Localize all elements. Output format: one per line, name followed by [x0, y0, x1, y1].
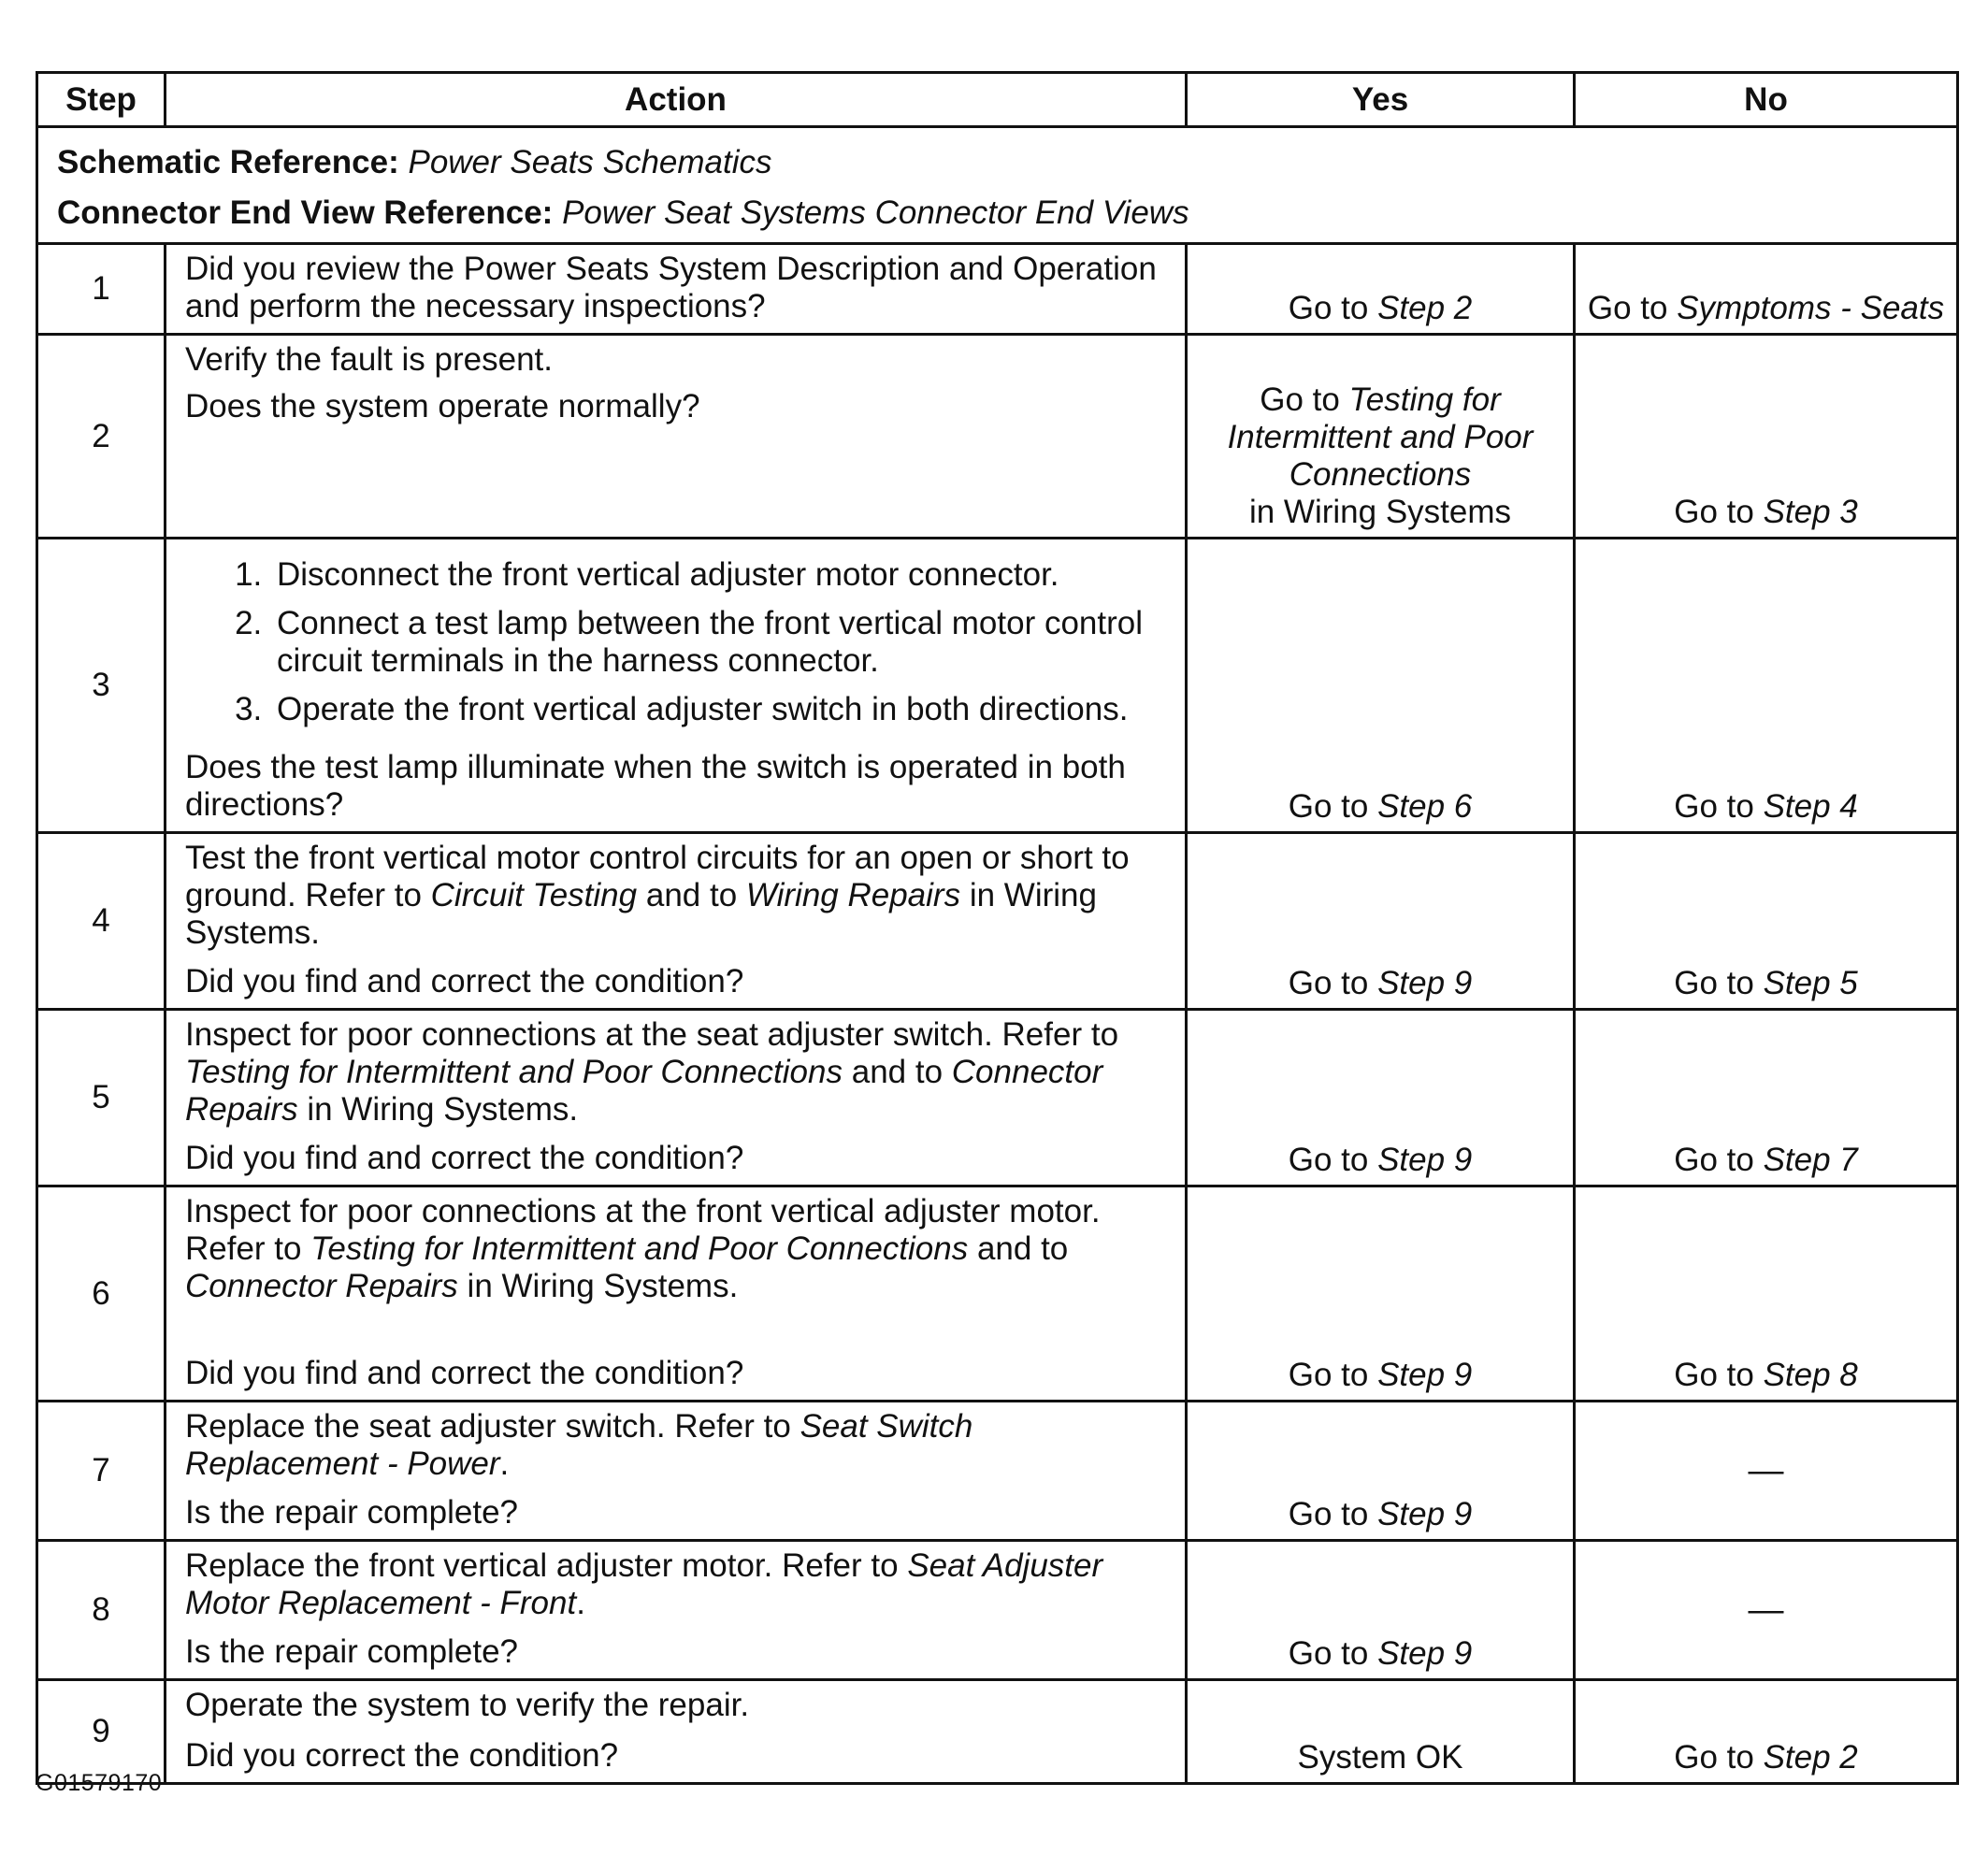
action-text: .	[499, 1445, 510, 1482]
no-cell	[1575, 1402, 1958, 1541]
no-link[interactable]: Symptoms - Seats	[1677, 290, 1945, 326]
action-cell	[166, 244, 1187, 335]
action-instruction	[185, 1408, 1166, 1483]
action-text: Replace the front vertical adjuster motor. Refer to	[185, 1547, 908, 1584]
header-no: No	[1575, 73, 1958, 127]
action-steps-list	[185, 556, 1166, 740]
step-row-5	[37, 1010, 1958, 1186]
yes-cell	[1187, 1402, 1575, 1541]
no-prefix: Go to	[1674, 1142, 1764, 1178]
step-number: 5	[37, 1010, 166, 1186]
action-link[interactable]: Testing for Intermittent and Poor Connections	[185, 1054, 843, 1090]
action-text: and to	[843, 1054, 952, 1090]
action-question: Did you find and correct the condition?	[185, 1355, 744, 1391]
yes-prefix: Go to	[1288, 1635, 1378, 1672]
no-prefix: Go to	[1674, 494, 1764, 530]
action-text: and to	[637, 877, 746, 913]
yes-prefix: Go to	[1288, 1357, 1378, 1393]
list-item: 3. Operate the front vertical adjuster switch in both directions.	[271, 691, 1166, 728]
action-text: .	[576, 1585, 585, 1621]
yes-cell	[1187, 1541, 1575, 1680]
action-instruction	[185, 1016, 1166, 1129]
action-text: in Wiring Systems.	[297, 1091, 579, 1128]
no-cell	[1575, 244, 1958, 335]
action-link[interactable]: Connector Repairs	[185, 1268, 458, 1304]
action-link[interactable]: Seat Adjuster Motor Replacement - Front	[185, 1547, 1103, 1621]
yes-link[interactable]: Step 9	[1377, 1635, 1473, 1672]
yes-link[interactable]: Step 9	[1377, 965, 1473, 1001]
step-number: 8	[37, 1541, 166, 1680]
no-link[interactable]: Step 4	[1763, 788, 1858, 825]
step-row-7	[37, 1402, 1958, 1541]
yes-link[interactable]: Step 9	[1377, 1496, 1473, 1532]
no-cell	[1575, 833, 1958, 1010]
step-number: 4	[37, 833, 166, 1010]
action-instruction: Operate the system to verify the repair.	[185, 1687, 750, 1723]
schematic-reference-link[interactable]: Power Seats Schematics	[408, 144, 772, 180]
action-text: in Wiring Systems.	[457, 1268, 739, 1304]
action-text: Inspect for poor connections at the seat adjuster switch. Refer to	[185, 1016, 1119, 1053]
no-cell	[1575, 1010, 1958, 1186]
yes-link[interactable]: Testing for Intermittent and Poor Connections	[1227, 381, 1534, 493]
yes-link[interactable]: Step 2	[1377, 290, 1473, 326]
schematic-reference	[57, 137, 1938, 188]
no-prefix: Go to	[1587, 290, 1678, 326]
connector-reference-link[interactable]: Power Seat Systems Connector End Views	[562, 194, 1189, 231]
action-question: Did you review the Power Seats System Description and Operation and perform the necessary inspections?	[185, 251, 1157, 324]
yes-prefix: Go to	[1288, 290, 1378, 326]
action-text: Inspect for poor connections at the front vertical adjuster motor. Refer to	[185, 1193, 1101, 1267]
no-cell	[1575, 335, 1958, 539]
step-number: 7	[37, 1402, 166, 1541]
step-number: 2	[37, 335, 166, 539]
yes-link[interactable]: Step 9	[1377, 1357, 1473, 1393]
connector-reference	[57, 188, 1938, 238]
no-dash: —	[1748, 1450, 1784, 1490]
action-link[interactable]: Wiring Repairs	[745, 877, 961, 913]
step-row-1	[37, 244, 1958, 335]
action-cell	[166, 1541, 1187, 1680]
diagnostic-table	[36, 71, 1959, 1785]
reference-row	[37, 127, 1958, 244]
action-cell	[166, 833, 1187, 1010]
connector-reference-label: Connector End View Reference:	[57, 194, 554, 231]
step-number: 1	[37, 244, 166, 335]
step-row-9	[37, 1680, 1958, 1784]
step-row-3	[37, 539, 1958, 833]
no-prefix: Go to	[1674, 1357, 1764, 1393]
list-item: 1. Disconnect the front vertical adjuster motor connector.	[271, 556, 1166, 594]
yes-link[interactable]: Step 6	[1377, 788, 1473, 825]
yes-cell	[1187, 539, 1575, 833]
step-row-6	[37, 1186, 1958, 1402]
action-instruction	[185, 1547, 1166, 1622]
no-prefix: Go to	[1674, 1739, 1764, 1776]
step-row-2	[37, 335, 1958, 539]
step-number: 3	[37, 539, 166, 833]
step-number: 6	[37, 1186, 166, 1402]
yes-prefix: Go to	[1288, 1496, 1378, 1532]
action-question: Does the system operate normally?	[185, 388, 700, 424]
yes-cell	[1187, 1680, 1575, 1784]
action-instruction	[185, 840, 1166, 952]
step-number: 9	[37, 1680, 166, 1784]
no-link[interactable]: Step 7	[1763, 1142, 1858, 1178]
no-link[interactable]: Step 2	[1763, 1739, 1858, 1776]
action-question: Did you find and correct the condition?	[185, 963, 744, 999]
header-row	[37, 73, 1958, 127]
list-item: 2. Connect a test lamp between the front vertical motor control circuit terminals in the harness connector.	[271, 605, 1166, 680]
no-cell	[1575, 539, 1958, 833]
step-row-8	[37, 1541, 1958, 1680]
yes-prefix: Go to	[1288, 788, 1378, 825]
action-question: Did you find and correct the condition?	[185, 1140, 744, 1176]
action-link[interactable]: Testing for Intermittent and Poor Connections	[310, 1230, 969, 1267]
no-cell	[1575, 1541, 1958, 1680]
action-question: Is the repair complete?	[185, 1633, 519, 1670]
header-step: Step	[37, 73, 166, 127]
yes-prefix: Go to	[1288, 1142, 1378, 1178]
action-link[interactable]: Connector Repairs	[185, 1054, 1103, 1128]
no-cell	[1575, 1186, 1958, 1402]
yes-cell	[1187, 335, 1575, 539]
header-action: Action	[166, 73, 1187, 127]
action-text: Test the front vertical motor control circuits for an open or short to ground. Refer to	[185, 840, 1130, 913]
yes-cell	[1187, 244, 1575, 335]
figure-id: G01579170	[36, 1770, 163, 1796]
no-link[interactable]: Step 8	[1763, 1357, 1858, 1393]
no-link[interactable]: Step 5	[1763, 965, 1858, 1001]
action-instruction	[185, 1193, 1166, 1305]
yes-prefix: Go to	[1260, 381, 1349, 418]
action-question: Did you correct the condition?	[185, 1737, 619, 1774]
yes-cell	[1187, 1010, 1575, 1186]
action-cell	[166, 539, 1187, 833]
header-yes: Yes	[1187, 73, 1575, 127]
action-cell	[166, 1186, 1187, 1402]
action-cell	[166, 1680, 1187, 1784]
action-question: Is the repair complete?	[185, 1494, 519, 1531]
action-cell	[166, 1010, 1187, 1186]
action-text: Replace the seat adjuster switch. Refer to	[185, 1408, 800, 1445]
schematic-reference-label: Schematic Reference:	[57, 144, 399, 180]
action-link[interactable]: Circuit Testing	[430, 877, 638, 913]
reference-cell	[37, 127, 1958, 244]
no-prefix: Go to	[1674, 788, 1764, 825]
action-text: in Wiring Systems.	[185, 877, 1097, 951]
action-question: Does the test lamp illuminate when the switch is operated in both directions?	[185, 749, 1126, 823]
action-cell	[166, 1402, 1187, 1541]
yes-cell	[1187, 833, 1575, 1010]
step-row-4	[37, 833, 1958, 1010]
yes-text: System OK	[1297, 1739, 1463, 1776]
action-text: and to	[968, 1230, 1069, 1267]
no-link[interactable]: Step 3	[1763, 494, 1858, 530]
action-link[interactable]: Seat Switch Replacement - Power	[185, 1408, 973, 1482]
yes-prefix: Go to	[1288, 965, 1378, 1001]
action-instruction: Verify the fault is present.	[185, 341, 553, 378]
yes-link[interactable]: Step 9	[1377, 1142, 1473, 1178]
action-cell	[166, 335, 1187, 539]
no-prefix: Go to	[1674, 965, 1764, 1001]
yes-suffix: in Wiring Systems	[1248, 494, 1512, 530]
no-cell	[1575, 1680, 1958, 1784]
no-dash: —	[1748, 1589, 1784, 1630]
yes-cell	[1187, 1186, 1575, 1402]
